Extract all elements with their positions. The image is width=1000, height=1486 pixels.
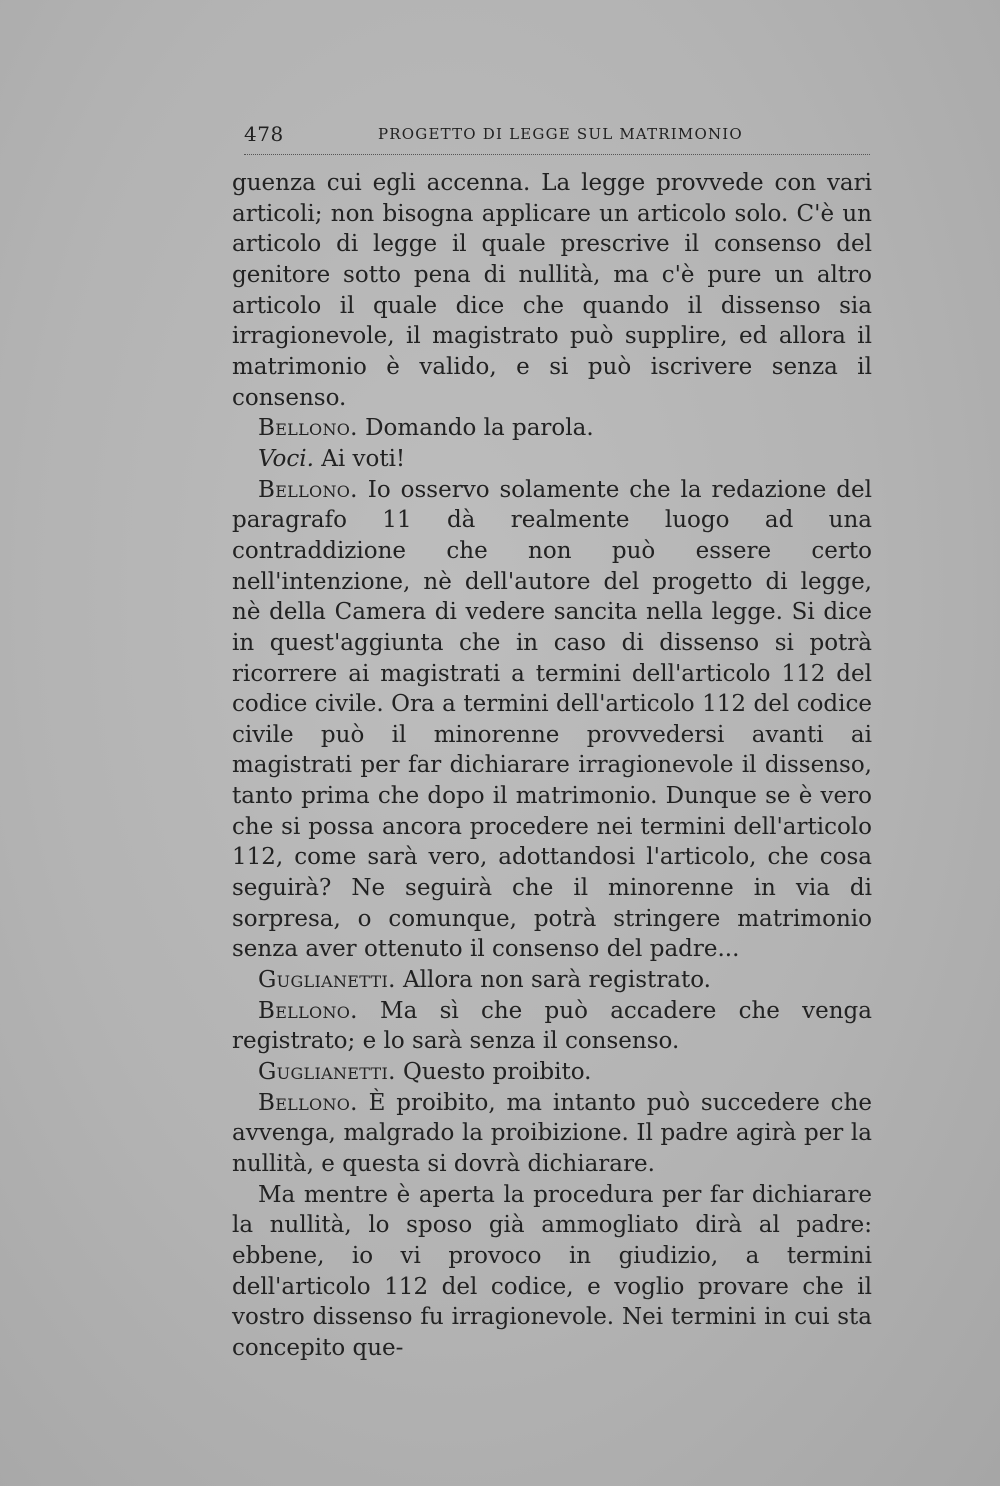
speaker-name: Bellono. xyxy=(258,997,358,1024)
paragraph-text: Domando la parola. xyxy=(357,415,594,442)
speaker-name: Guglianetti. xyxy=(258,1059,396,1086)
speaker-name: Guglianetti. xyxy=(258,967,396,994)
paragraph-text: È proibito, ma intanto può succedere che avvenga, malgrado la proibizione. Il padre agirà per la nullità, e questa si dovrà dichiarare. xyxy=(232,1089,872,1177)
speaker-name: Bellono. xyxy=(258,415,358,442)
paragraph-text: Ma mentre è aperta la procedura per far dichiarare la nullità, lo sposo già ammogliato dirà al padre: ebbene, io vi provoco in giudizio, a termini dell'articolo 112 del codice, e voglio provare che il vostro dissenso fu irragionevole. Nei termini in cui sta concepito que- xyxy=(232,1181,872,1361)
paragraph-bellono-4 xyxy=(232,1088,872,1180)
body-text xyxy=(232,168,872,1364)
running-header xyxy=(244,120,870,155)
paragraph-continuation xyxy=(232,168,872,413)
running-title: PROGETTO DI LEGGE SUL MATRIMONIO xyxy=(378,125,743,143)
paragraph-voci xyxy=(232,444,872,475)
speaker-name: Voci. xyxy=(258,445,314,472)
paragraph-text: guenza cui egli accenna. La legge provvede con vari articoli; non bisogna applicare un articolo solo. C'è un articolo di legge il quale prescrive il consenso del genitore sotto pena di nullità, ma c'è pure un altro articolo il quale dice che quando il dissenso sia irragionevole, il magistrato può supplire, ed allora il matrimonio è valido, e si può iscrivere senza il consenso. xyxy=(232,170,872,411)
paragraph-guglianetti-2 xyxy=(232,1057,872,1088)
paragraph-text: Ma sì che può accadere che venga registrato; e lo sarà senza il consenso. xyxy=(232,997,872,1055)
page-number: 478 xyxy=(244,122,284,146)
speaker-name: Bellono. xyxy=(258,1089,358,1116)
paragraph-bellono-2 xyxy=(232,475,872,966)
paragraph-bellono-3 xyxy=(232,996,872,1057)
paragraph-bellono-1 xyxy=(232,413,872,444)
paragraph-text: Ai voti! xyxy=(313,445,406,472)
speaker-name: Bellono. xyxy=(258,476,358,503)
paragraph-continuation-2 xyxy=(232,1180,872,1364)
paragraph-guglianetti-1 xyxy=(232,965,872,996)
paragraph-text: Io osservo solamente che la redazione del paragrafo 11 dà realmente luogo ad una contraddizione che non può essere certo nell'intenzione, nè dell'autore del progetto di legge, nè della Camera di vedere sancita nella legge. Si dice in quest'aggiunta che in caso di dissenso si potrà ricorrere ai magistrati a termini dell'articolo 112 del codice civile. Ora a termini dell'articolo 112 del codice civile può il minorenne provvedersi avanti ai magistrati per far dichiarare irragionevole il dissenso, tanto prima che dopo il matrimonio. Dunque se è vero che si possa ancora procedere nei termini dell'articolo 112, come sarà vero, adottandosi l'articolo, che cosa seguirà? Ne seguirà che il minorenne in via di sorpresa, o comunque, potrà stringere matrimonio senza aver ottenuto il consenso del padre... xyxy=(232,476,872,963)
paragraph-text: Questo proibito. xyxy=(395,1059,592,1086)
paragraph-text: Allora non sarà registrato. xyxy=(395,967,711,994)
